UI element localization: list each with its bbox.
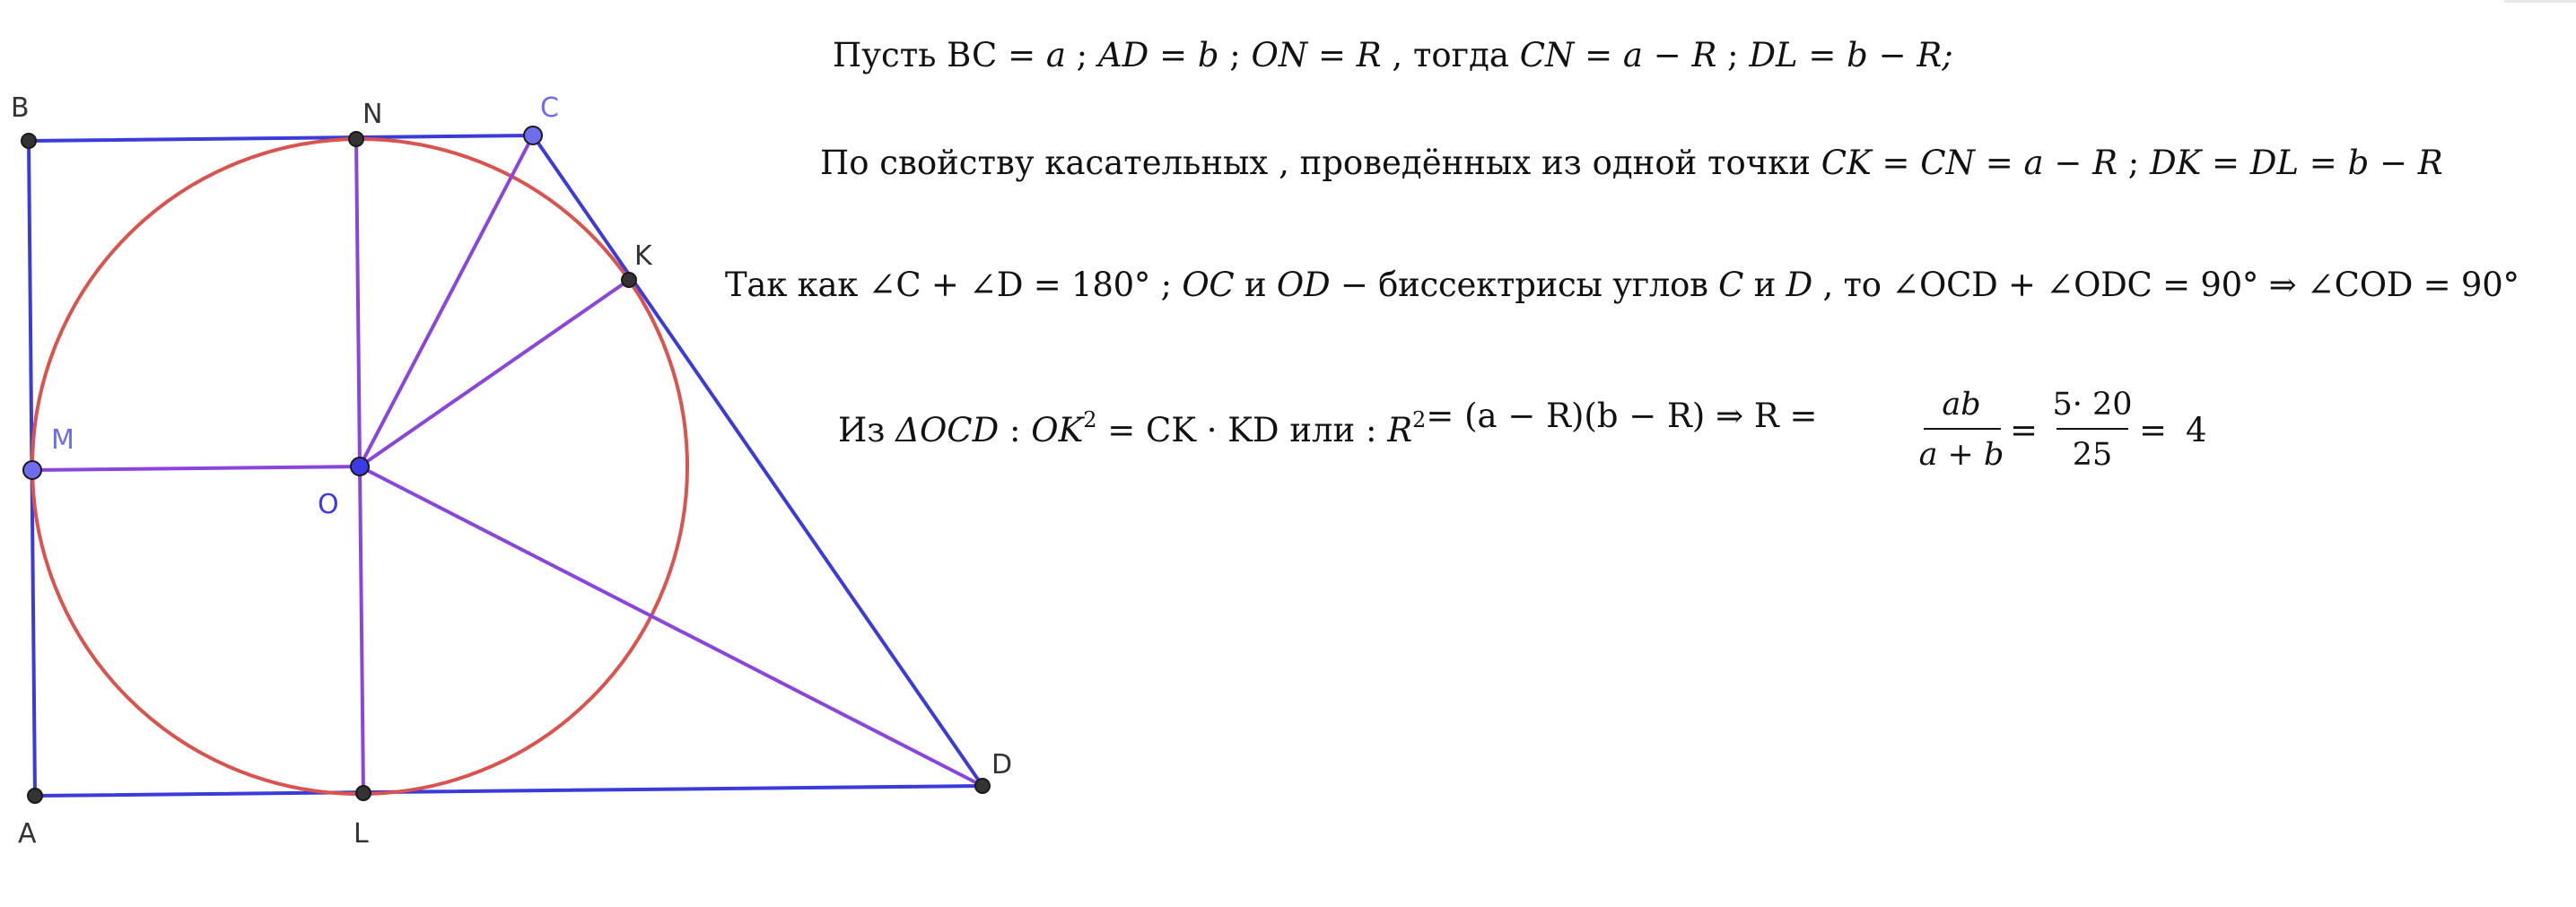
l2-dk-val: b − R	[2347, 144, 2443, 182]
l1-dl: DL	[1749, 36, 1798, 74]
l2-ck-val: a − R	[2023, 144, 2118, 182]
label-O: O	[318, 489, 339, 520]
point-C[interactable]	[524, 126, 542, 144]
segment-OL	[360, 467, 363, 793]
label-B: B	[11, 92, 30, 124]
l2-pre: По свойству касательных , проведённых из одной точки	[820, 144, 1812, 182]
l2-cn: CN	[1920, 144, 1975, 182]
l3-to: то	[1843, 266, 1882, 304]
l1-a: a	[1045, 36, 1066, 74]
segment-OC	[360, 135, 533, 467]
label-C: C	[540, 92, 559, 124]
frac1-num: ab	[1942, 387, 1981, 423]
point-B[interactable]	[22, 134, 36, 148]
side-BC	[29, 135, 533, 141]
fraction-2	[2052, 387, 2132, 473]
frac2-den: 25	[2072, 437, 2113, 473]
label-L: L	[354, 818, 369, 850]
l1-b: b	[1197, 36, 1219, 74]
point-A[interactable]	[28, 789, 42, 803]
l4-pre: Из	[838, 411, 886, 449]
segment-ON	[356, 139, 360, 467]
l1-dl-val: b − R;	[1847, 36, 1953, 74]
l4-tri: ΔOCD	[895, 411, 1000, 449]
l2-dl: DL	[2249, 144, 2300, 182]
l4-ok: OK	[1031, 411, 1084, 449]
point-N[interactable]	[349, 132, 363, 146]
l1-cn-val: a − R	[1622, 36, 1717, 74]
points	[22, 126, 990, 803]
l1-cn: CN	[1519, 36, 1575, 74]
label-D: D	[991, 749, 1013, 781]
l3-pre: Так как	[725, 266, 859, 304]
frac-eq-2: =	[2139, 411, 2168, 449]
text-line-4: Из ΔOCD : $OK^2$ = CK · KD или : $R^2= (a - R)(b - R)$ ⇒ R =	[838, 397, 1818, 449]
l1-ad: AD	[1097, 36, 1149, 74]
frac-eq-1: =	[2010, 411, 2039, 449]
label-A: A	[18, 818, 37, 850]
frac1-den: a + b	[1918, 437, 2004, 473]
text-line-3: Так как ∠C + ∠D = 180° ; OC и OD − биссектрисы углов C и D , то ∠OCD + ∠ODC = 90° ⇒ ∠COD = 90°	[725, 266, 2519, 304]
text-line-1: Пусть BC = a ; AD = b ; ON = R , тогда CN = a − R ; DL = b − R;	[833, 36, 1953, 74]
l2-dk: DK	[2149, 144, 2202, 182]
l3-angles: ∠C + ∠D = 180°	[868, 266, 1151, 304]
label-M: M	[51, 424, 74, 456]
l4-r2-rhs: = (a − R)(b − R)	[1426, 397, 1706, 435]
l1-r: R	[1356, 36, 1382, 74]
l3-and1: и	[1244, 266, 1267, 304]
l4-r2: R	[1387, 411, 1413, 449]
l3-result: ∠COD = 90°	[2306, 266, 2519, 304]
segment-OD	[360, 467, 982, 786]
l2-ck: CK	[1821, 144, 1872, 182]
label-N: N	[362, 99, 383, 130]
point-L[interactable]	[356, 786, 371, 800]
l3-c: C	[1718, 266, 1744, 304]
l1-pre: Пусть BC	[833, 36, 998, 74]
point-O[interactable]	[351, 458, 369, 475]
side-AD	[35, 786, 982, 796]
corner-divider	[2504, 0, 2576, 3]
frac2-num: 5· 20	[2052, 387, 2133, 423]
label-K: K	[634, 240, 652, 272]
point-D[interactable]	[975, 779, 990, 793]
l3-oc: OC	[1182, 266, 1235, 304]
l4-rlhs: R =	[1753, 397, 1818, 435]
point-K[interactable]	[622, 273, 636, 287]
point-M[interactable]	[23, 461, 41, 479]
l3-d: D	[1786, 266, 1813, 304]
l3-sum: ∠OCD + ∠ODC = 90°	[1891, 266, 2259, 304]
l1-on: ON	[1251, 36, 1308, 74]
text-line-2: По свойству касательных , проведённых из одной точки CK = CN = a − R ; DK = DL = b − R	[820, 144, 2443, 182]
answer-value: 4	[2186, 411, 2207, 449]
fraction-1	[1919, 387, 2004, 473]
l3-and2: и	[1753, 266, 1777, 304]
l3-od: OD	[1276, 266, 1331, 304]
segment-OK	[360, 280, 629, 467]
l1-then: тогда	[1412, 36, 1509, 74]
trapezoid	[29, 135, 982, 796]
l4-ok-rhs: = CK · KD	[1107, 411, 1279, 449]
l3-bis: биссектрисы углов	[1378, 266, 1708, 304]
internal-segments	[32, 135, 982, 793]
segment-OM	[32, 467, 360, 470]
l4-or: или	[1289, 411, 1356, 449]
